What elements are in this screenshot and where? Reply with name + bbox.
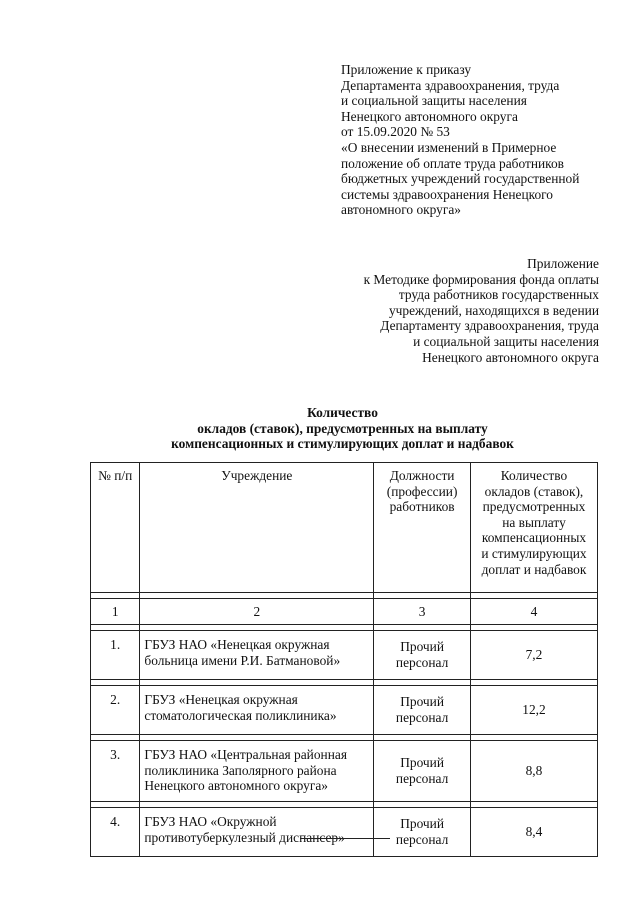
appendix-method-line: к Методике формирования фонда оплаты (363, 271, 599, 287)
header-position-line: Должности (389, 468, 455, 483)
position-line: Прочий (400, 694, 444, 710)
appendix-order-line: Департамента здравоохранения, труда (341, 77, 560, 93)
column-number: 2 (140, 599, 374, 625)
position-line: Прочий (400, 816, 444, 832)
appendix-method-line: Приложение (527, 256, 599, 271)
column-number-row (91, 599, 598, 625)
header-position (374, 463, 471, 593)
row-position (374, 741, 471, 802)
salary-rates-table (90, 462, 598, 857)
appendix-order-line: от 15.09.2020 № 53 (341, 124, 450, 140)
appendix-method-line: Ненецкого автономного округа (422, 349, 599, 365)
appendix-order-line: и социальной защиты населения (341, 93, 527, 109)
appendix-order-line: Ненецкого автономного округа (341, 108, 518, 124)
appendix-to-method-block (299, 256, 599, 365)
institution-line: ГБУЗ «Ненецкая окружная (144, 692, 298, 707)
table-title-line: компенсационных и стимулирующих доплат и надбавок (171, 436, 514, 452)
institution-line: стоматологическая поликлиника» (144, 707, 337, 723)
appendix-order-line: автономного округа» (341, 202, 461, 218)
row-quantity: 12,2 (470, 686, 597, 735)
column-number: 4 (470, 599, 597, 625)
row-institution (140, 686, 374, 735)
institution-line: поликлиника Заполярного района (144, 762, 337, 778)
column-number: 1 (91, 599, 140, 625)
appendix-order-line: положение об оплате труда работников (341, 155, 564, 171)
table-row (91, 631, 598, 680)
row-quantity: 8,4 (470, 808, 597, 857)
appendix-method-line: труда работников государственных (398, 287, 599, 303)
position-line: персонал (395, 832, 449, 847)
header-num: № п/п (91, 463, 140, 593)
appendix-method-line: и социальной защиты населения (413, 333, 599, 349)
row-institution (140, 808, 374, 857)
row-position (374, 686, 471, 735)
row-institution (140, 631, 374, 680)
table-header-row (91, 463, 598, 593)
institution-line: ГБУЗ НАО «Окружной (144, 814, 277, 829)
institution-line: Ненецкого автономного округа» (144, 778, 328, 794)
table-row (91, 686, 598, 735)
header-quantity-line: компенсационных (481, 530, 587, 546)
row-quantity: 7,2 (470, 631, 597, 680)
row-institution (140, 741, 374, 802)
row-quantity: 8,8 (470, 741, 597, 802)
header-quantity (470, 463, 597, 593)
signature-line (300, 838, 390, 839)
table-row (91, 808, 598, 857)
header-institution: Учреждение (140, 463, 374, 593)
institution-line: ГБУЗ НАО «Центральная районная (144, 747, 347, 762)
appendix-order-line: системы здравоохранения Ненецкого (341, 186, 553, 202)
appendix-method-line: Департаменту здравоохранения, труда (380, 318, 599, 334)
header-quantity-line: Количество (500, 468, 568, 483)
position-line: Прочий (400, 755, 444, 771)
appendix-order-line: бюджетных учреждений государственной (341, 171, 580, 187)
position-line: персонал (395, 771, 449, 786)
row-position (374, 631, 471, 680)
position-line: персонал (395, 710, 449, 725)
appendix-order-line: Приложение к приказу (341, 62, 472, 77)
position-line: Прочий (400, 639, 444, 655)
header-position-line: работников (389, 499, 455, 515)
row-number: 1. (91, 631, 140, 680)
appendix-to-order-block (341, 62, 631, 218)
column-number: 3 (374, 599, 471, 625)
institution-line: ГБУЗ НАО «Ненецкая окружная (144, 637, 330, 652)
appendix-order-line: «О внесении изменений в Примерное (341, 139, 557, 155)
position-line: персонал (395, 655, 449, 670)
appendix-method-line: учреждений, находящихся в ведении (388, 302, 599, 318)
header-quantity-line: и стимулирующих (481, 545, 587, 561)
table-title-line: окладов (ставок), предусмотренных на выплату (197, 420, 488, 436)
row-number: 3. (91, 741, 140, 802)
row-position (374, 808, 471, 857)
institution-line: больница имени Р.И. Батмановой» (144, 652, 341, 668)
header-quantity-line: на выплату (502, 514, 566, 530)
institution-line: противотуберкулезный диспансер» (144, 829, 345, 845)
header-quantity-line: окладов (ставок), (484, 483, 584, 499)
table-row (91, 741, 598, 802)
row-number: 4. (91, 808, 140, 857)
header-quantity-line: доплат и надбавок (481, 561, 587, 577)
table-title (0, 405, 640, 452)
header-position-line: (профессии) (386, 483, 458, 499)
table-title-line: Количество (307, 405, 378, 420)
row-number: 2. (91, 686, 140, 735)
header-quantity-line: предусмотренных (482, 499, 586, 515)
